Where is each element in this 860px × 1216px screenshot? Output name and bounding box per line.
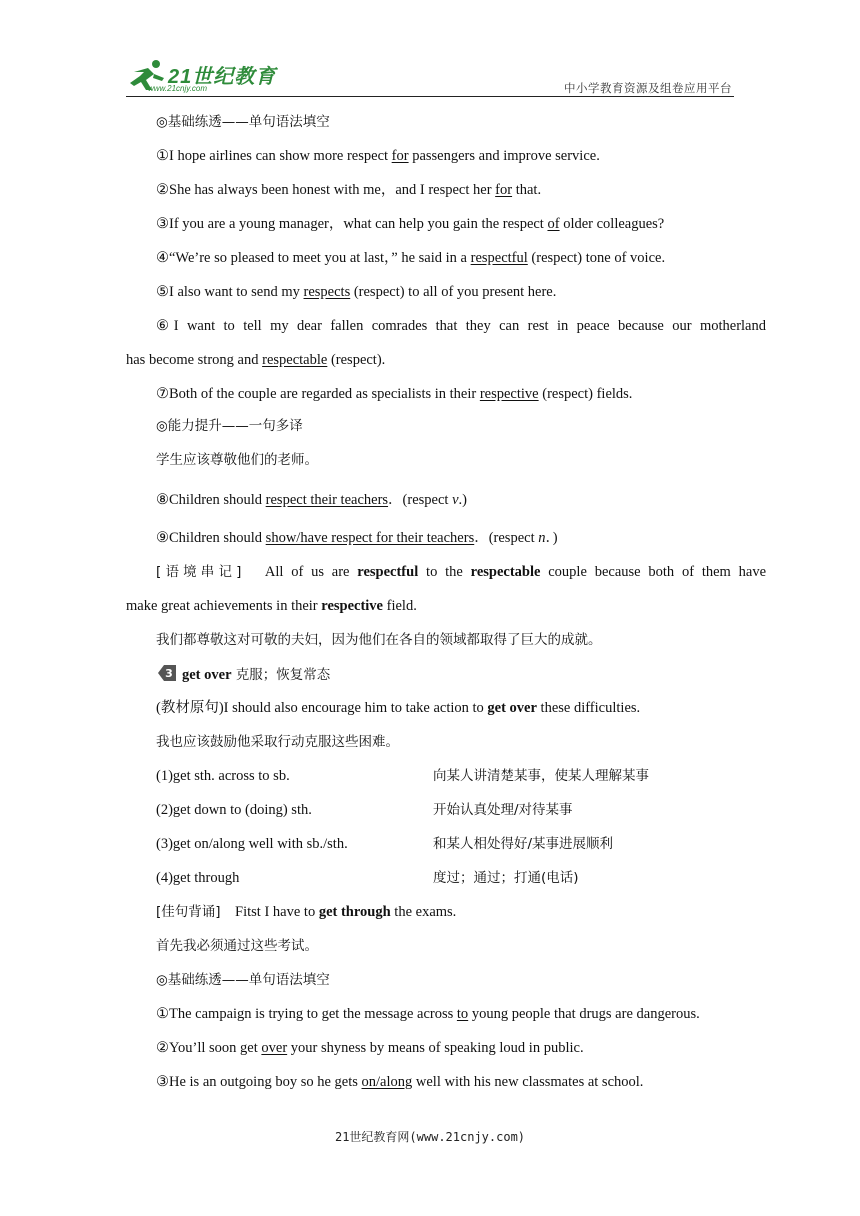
- exercise-line: ③He is an outgoing boy so he gets on/along well with his new classmates at school.: [156, 1074, 644, 1090]
- answer: show/have respect for their teachers: [265, 530, 475, 546]
- answer: for: [391, 148, 409, 164]
- translation-line: ⑧Children should respect their teachers．(respect v.): [156, 492, 467, 508]
- textbook-sentence: (教材原句)I should also encourage him to take action to get over these difficulties.: [156, 700, 641, 716]
- page-footer: 21世纪教育网(www.21cnjy.com): [334, 1130, 526, 1144]
- exercise-line: ⑥I want to tell my dear fallen comrades that they can rest in peace because our motherland: [156, 318, 766, 334]
- exercise-line: ①I hope airlines can show more respect for passengers and improve service.: [156, 148, 600, 164]
- site-logo: [126, 58, 286, 96]
- answer: respectful: [470, 250, 528, 266]
- answer: respect their teachers: [265, 492, 389, 508]
- context-tag: [语境串记]: [156, 564, 242, 580]
- phrase-row: (4)get through 度过；通过；打通(电话): [156, 870, 579, 886]
- answer: to: [456, 1006, 469, 1022]
- chinese-sentence: 我也应该鼓励他采取行动克服这些困难。: [156, 734, 399, 750]
- chinese-sentence: 学生应该尊敬他们的老师。: [156, 452, 318, 468]
- exercise-line: ④“We’re so pleased to meet you at last，” he said in a respectful (respect) tone of voice.: [156, 250, 666, 266]
- best-sentence: [佳句背诵] Fitst I have to get through the exams.: [156, 904, 457, 920]
- answer: for: [495, 182, 513, 198]
- page-header: [126, 58, 734, 97]
- answer: respects: [303, 284, 351, 300]
- translation-line: ⑨Children should show/have respect for their teachers．(respect n．): [156, 530, 558, 546]
- exercise-line: ②She has always been honest with me，and I respect her for that.: [156, 182, 542, 198]
- answer: respective: [479, 386, 539, 402]
- phrase-item: 3 get over 克服；恢复常态: [126, 664, 766, 685]
- context-paragraph-continued: make great achievements in their respective field.: [126, 598, 417, 614]
- exercise-line: ⑤I also want to send my respects (respect) to all of you present here.: [156, 284, 557, 300]
- phrase-row: (3)get on/along well with sb./sth. 和某人相处得好/某事进展顺利: [156, 836, 614, 852]
- answer: over: [261, 1040, 288, 1056]
- chinese-sentence: 首先我必须通过这些考试。: [156, 938, 318, 954]
- section-heading: ◎基础练透——单句语法填空: [156, 972, 330, 988]
- best-tag: [佳句背诵]: [156, 904, 221, 920]
- exercise-line: ①The campaign is trying to get the message across to young people that drugs are dangerous.: [156, 1006, 700, 1022]
- chinese-sentence: 我们都尊敬这对可敬的夫妇，因为他们在各自的领域都取得了巨大的成就。: [156, 632, 602, 648]
- answer: respectable: [262, 352, 328, 368]
- answer: of: [547, 216, 560, 232]
- logo-text: 21世纪教育: [168, 66, 277, 88]
- header-tagline: 中小学教育资源及组卷应用平台: [564, 81, 732, 95]
- phrase-row: (2)get down to (doing) sth. 开始认真处理/对待某事: [156, 802, 573, 818]
- svg-text:3: 3: [165, 667, 173, 680]
- logo-url: www.21cnjy.com: [148, 84, 207, 93]
- exercise-line: ⑦Both of the couple are regarded as specialists in their respective (respect) fields.: [156, 386, 633, 402]
- phrase-row: (1)get sth. across to sb. 向某人讲清楚某事，使某人理解某事: [156, 768, 649, 784]
- section-heading: ◎能力提升——一句多译: [156, 418, 303, 434]
- exercise-line-continued: has become strong and respectable (respect).: [126, 352, 386, 368]
- number-badge-icon: [156, 664, 178, 682]
- exercise-line: ②You’ll soon get over your shyness by means of speaking loud in public.: [156, 1040, 584, 1056]
- section-heading: ◎基础练透——单句语法填空: [156, 114, 330, 130]
- context-paragraph: [语境串记] All of us are respectful to the respectable couple because both of them have: [156, 564, 767, 580]
- answer: on/along: [361, 1074, 413, 1090]
- exercise-line: ③If you are a young manager，what can help you gain the respect of older colleagues?: [156, 216, 665, 232]
- key-phrase: get over: [182, 667, 232, 683]
